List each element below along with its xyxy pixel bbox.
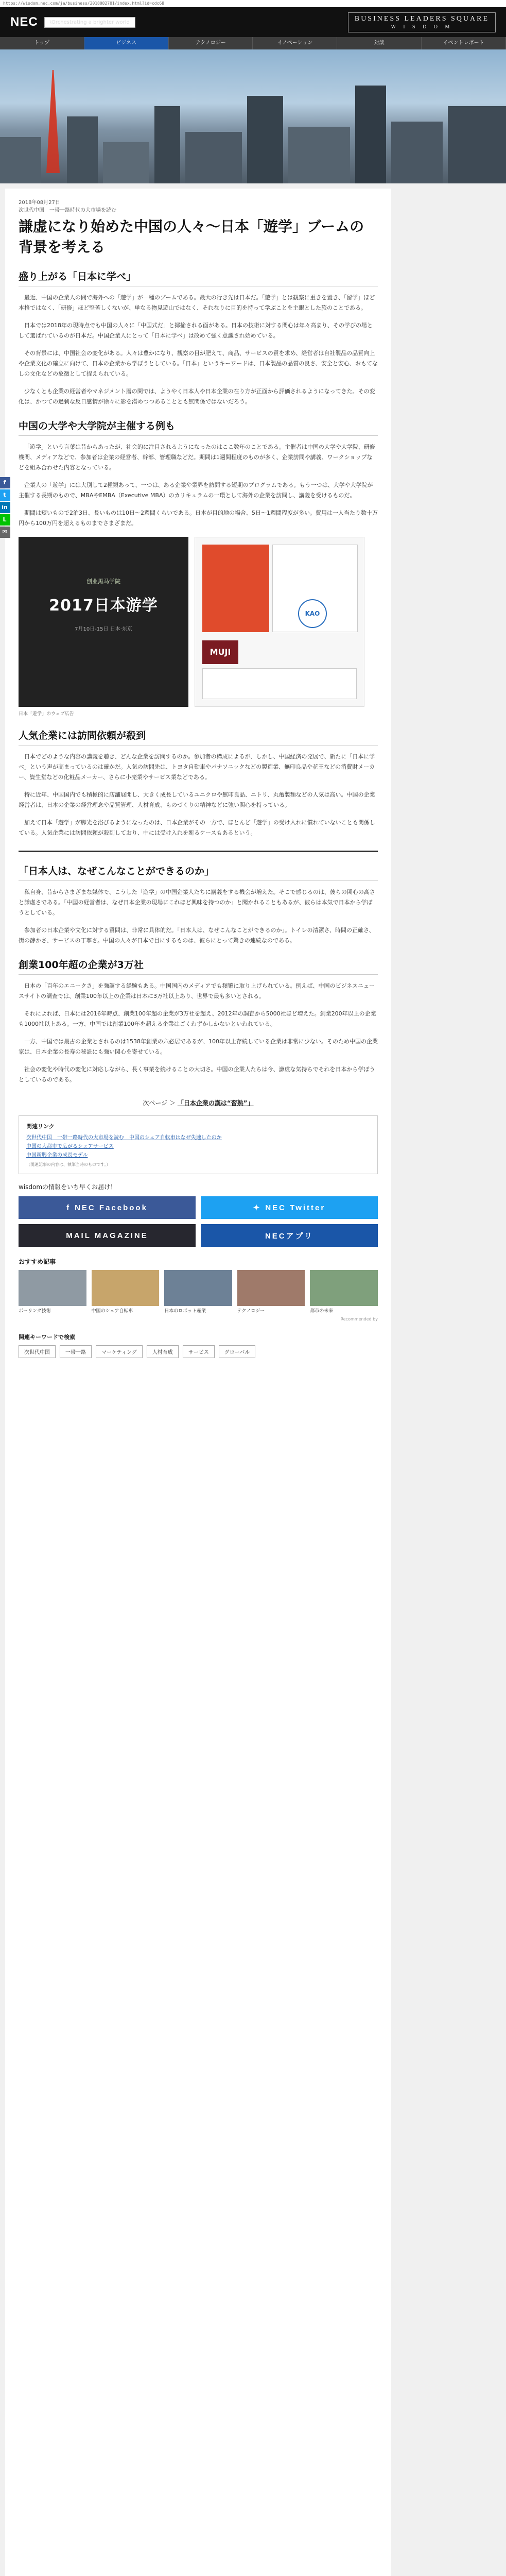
- article-title: 謙虚になり始めた中国の人々～日本「遊学」ブームの背景を考える: [19, 218, 364, 256]
- nav-event-report[interactable]: イベントレポート: [422, 37, 506, 49]
- related-link[interactable]: 次世代中国 一帯一路時代の大市場を読む 中国のシェア自転車はなぜ失速したのか: [26, 1135, 222, 1141]
- linkedin-share-icon[interactable]: in: [0, 502, 10, 513]
- recommend-title: 日本のロボット産業: [164, 1309, 206, 1314]
- mail-share-icon[interactable]: ✉: [0, 527, 10, 538]
- article-date: 2018年08月27日: [19, 200, 60, 206]
- nav-business[interactable]: ビジネス: [84, 37, 169, 49]
- article-main: [2, 189, 391, 2576]
- section-3-paragraph: 加えて日本「遊学」が脚光を浴びるようになったのは、日本企業がその一方で、ほとんど「遊学」の受け入れに慣れていないことも関係している。人気企業には訪問依頼が殺到しており、中には受け入れを断るケースもあるという。: [19, 819, 375, 836]
- section-1-paragraph: その背景には、中国社会の変化がある。人々は豊かになり、観察の目が肥えて、商品、サービスの質を求め、経営者は自社製品の品質向上や企業文化の確立に向けて、日本の企業から学ぼうとしている。「日本」というキーワードは、日本製品の品質の良さ、安全と安心、おもてなしの文化などの象徴として捉えられている。: [19, 350, 378, 377]
- section-4-rule: [19, 851, 378, 852]
- recommend-item[interactable]: [92, 1270, 160, 1315]
- twitter-button[interactable]: [201, 1196, 378, 1219]
- kao-logo: KAO: [298, 599, 327, 628]
- study-tour-ad-image: [19, 537, 188, 707]
- section-heading-5: 創業100年超の企業が3万社: [19, 957, 378, 975]
- section-1-paragraph: 日本では2018年の現時点でも中国の人々に「中国式だ」と揶揄される面がある。日本の技術に対する関心は年々高まり、その学びの場として選ばれているのが日本だ。中国企業人にとって「日本に学べ」は改めて強く意識され始めている。: [19, 322, 373, 339]
- figure-caption: 日本「遊学」のウェブ広告: [19, 711, 74, 717]
- article-figures: [19, 537, 378, 707]
- section-4-paragraph: 私自身、昔からさまざまな媒体で、こうした「遊学」の中国企業人たちに講義をする機会が増えた。そこで感じるのは、彼らの関心の高さと謙虚さである。「中国の経営者は、なぜ日本企業の現場にこれほど興味を持つのか」と聞かれることもあるが、彼らは本気で日本から学ぼうとしている。: [19, 889, 375, 916]
- twitter-label: NEC Twitter: [265, 1203, 326, 1212]
- mail-magazine-button[interactable]: [19, 1224, 196, 1247]
- next-page-label: 次ページ ＞: [143, 1099, 176, 1107]
- address-bar[interactable]: https://wisdom.nec.com/ja/business/2018082701/index.html?id=cdc68: [0, 0, 506, 7]
- next-page: [19, 1098, 378, 1107]
- tag-button[interactable]: グローバル: [219, 1345, 256, 1358]
- section-3-paragraph: 日本でどのような内容の講義を聴き、どんな企業を訪問するのか。参加者の構成によるが、しかし、中国経済の発展で、新たに「日本に学べ」という声が高まっているのは確かだ。人気の訪問先は、トヨタ自動車やパナソニックなどの製造業、無印良品や花王などの消費財メーカー、資生堂などの化粧品メーカー、さらに小売業やサービス業などである。: [19, 753, 375, 781]
- section-heading-2: 中国の大学や大学院が主催する例も: [19, 418, 378, 436]
- tag-button[interactable]: サービス: [183, 1345, 215, 1358]
- brand-line2: W I S D O M: [391, 24, 453, 30]
- recommend-thumb: [19, 1270, 86, 1306]
- section-heading-1: 盛り上がる「日本に学べ」: [19, 269, 378, 286]
- tokyo-tower: [46, 70, 60, 173]
- brand-line1: BUSINESS LEADERS SQUARE: [354, 14, 489, 23]
- social-buttons: [19, 1196, 378, 1247]
- app-label: NECアプリ: [265, 1231, 314, 1241]
- recommend-title: テクノロジー: [237, 1309, 265, 1314]
- related-heading: 関連リンク: [26, 1123, 55, 1130]
- nec-app-button[interactable]: [201, 1224, 378, 1247]
- related-link[interactable]: 中国新興企業の成長モデル: [26, 1153, 88, 1158]
- recommend-heading: おすすめ記事: [19, 1258, 56, 1265]
- section-2-paragraph: 企業人の「遊学」には大別して2種類あって、一つは、ある企業や業界を訪問する短期のプログラムである。もう一つは、大学や大学院が主催する長期のもので、MBAやEMBA（Executive MBA）のカリキュラムの一環として海外の企業を訪問し、講義を受けるものだ。: [19, 482, 373, 499]
- tags-heading: 関連キーワードで検索: [19, 1334, 75, 1341]
- hero-image-tokyo-skyline: [0, 49, 506, 183]
- section-3-paragraph: 特に近年、中国国内でも積極的に店舗展開し、大きく成長しているユニクロや無印良品、ニトリ、丸亀製麺などの人気は高い。中国の企業経営者は、日本の企業の経営理念や品質管理、人材育成、ものづくりの精神などに強い関心を持っている。: [19, 791, 375, 808]
- nec-logo[interactable]: NEC: [10, 15, 38, 29]
- ad-dates: 7月10日-15日 日本·东京: [75, 626, 132, 632]
- company-logos-strip: [202, 668, 357, 699]
- section-2-paragraph: 「遊学」という言葉は昔からあったが、社会的に注目されるようになったのはここ数年のことである。主催者は中国の大学や大学院、研修機関、メディアなどで、参加者は企業の経営者、幹部、管理職などだ。期間は1週間程度のものが多く、企業訪問や講義、ワークショップなどを組み合わせた内容となっている。: [19, 444, 375, 471]
- section-1-paragraph: 最近、中国の企業人の間で海外への「遊学」が一種のブームである。最大の行き先は日本だ。「遊学」とは観察に重きを置き、「留学」ほど本格ではなく、「研修」ほど堅苦しくないが、単なる物見遊山ではなく、それなりに目的を持って学ぶことを主眼とした旅のことである。: [19, 294, 375, 311]
- tag-button[interactable]: 一帯一路: [60, 1345, 92, 1358]
- tagline: \Orchestrating a brighter world: [44, 17, 135, 28]
- recommend-item[interactable]: [19, 1270, 86, 1315]
- tag-button[interactable]: 人材育成: [147, 1345, 179, 1358]
- recommend-item[interactable]: [164, 1270, 232, 1315]
- wisdom-prompt: wisdomの情報をいち早くお届け！: [19, 1183, 117, 1191]
- mail-magazine-label: MAIL MAGAZINE: [66, 1231, 148, 1240]
- recommend-title: ボーリング技術: [19, 1309, 51, 1314]
- twitter-icon: ✦: [253, 1204, 261, 1212]
- ad-title: 2017日本游学: [49, 597, 158, 615]
- recommend-item[interactable]: [310, 1270, 378, 1315]
- recommend-grid: [19, 1270, 378, 1315]
- section-5-paragraph: それによれば、日本には2016年時点、創業100年超の企業が3万社を超え、2012年の調査から5000社ほど増えた。創業200年以上の企業も1000社以上ある。一方、中国では創業100年を超える企業はごくわずかしかないといわれている。: [19, 1010, 376, 1027]
- article-category[interactable]: 次世代中国 一帯一路時代の大市場を読む: [19, 208, 116, 213]
- section-2-paragraph: 期間は短いもので2泊3日、長いものは10日～2週間くらいである。日本が目的地の場合、5日～1週間程度が多い。費用は一人当たり数十万円から100万円を超えるものまでさまざまだ。: [19, 510, 378, 527]
- line-share-icon[interactable]: L: [0, 514, 10, 526]
- recommend-thumb: [237, 1270, 305, 1306]
- section-4-paragraph: 参加者の日本企業や文化に対する質問は、非常に具体的だ。「日本人は、なぜこんなことができるのか」。トイレの清潔さ、時間の正確さ、街の静かさ、サービスの丁寧さ。中国の人々が日本で目にするものは、彼らにとって驚きの連続なのである。: [19, 927, 375, 944]
- study-tour-companies-image: [195, 537, 364, 707]
- related-link[interactable]: 中国の大都市で広がるシェアサービス: [26, 1144, 114, 1149]
- muji-logo: MUJI: [202, 640, 238, 664]
- main-nav: [0, 37, 506, 49]
- section-1-paragraph: 少なくとも企業の経営者やマネジメント層の間では、ようやく日本人や日本企業の在り方が正面から評価されるようになってきた。その変化は、かつての過剰な反日感情が徐々に影を潜めつつあることとも無関係ではないだろう。: [19, 388, 375, 405]
- nav-top[interactable]: トップ: [0, 37, 84, 49]
- share-bar: [0, 477, 11, 539]
- poster-image: [202, 545, 269, 632]
- section-5-paragraph: 一方、中国では最古の企業とされるのは1538年創業の六必居であるが、100年以上存続している企業は非常に少ない。そのため中国の企業家は、日本企業の長寿の秘訣にも強い関心を寄せている。: [19, 1038, 378, 1055]
- tag-list: [19, 1345, 378, 1358]
- site-logo[interactable]: [10, 15, 135, 29]
- facebook-label: NEC Facebook: [75, 1203, 148, 1212]
- section-5-paragraph: 日本の「百年のエニークさ」を強調する経験もある。中国国内のメディアでも頻繁に取り上げられている。例えば、中国のビジネスニュースサイトの調査では、創業100年以上の企業は日本に3万社以上あり、世界で最も多いとされる。: [19, 982, 375, 999]
- section-5-paragraph: 社会の変化や時代の変化に対応しながら、長く事業を続けることの大切さ。中国の企業人たちは今、謙虚な気持ちでそれを日本から学ぼうとしているのである。: [19, 1066, 375, 1083]
- related-links: [19, 1115, 378, 1174]
- twitter-share-icon[interactable]: t: [0, 489, 10, 501]
- sidebar: [397, 189, 500, 2576]
- recommend-item[interactable]: [237, 1270, 305, 1315]
- wisdom-brand[interactable]: [348, 12, 496, 32]
- nav-dialogue[interactable]: 対談: [337, 37, 422, 49]
- site-header: [0, 7, 506, 37]
- related-note: （関連記事の内容は、執筆当時のものです。）: [26, 1162, 111, 1167]
- recommend-thumb: [92, 1270, 160, 1306]
- ad-org: 创业黑马学院: [86, 578, 120, 585]
- facebook-icon: f: [66, 1203, 71, 1212]
- nav-innovation[interactable]: イノベーション: [253, 37, 337, 49]
- recommend-thumb: [310, 1270, 378, 1306]
- facebook-share-icon[interactable]: f: [0, 477, 10, 488]
- recommend-title: 都市の未来: [310, 1309, 334, 1314]
- next-page-link[interactable]: 「日本企業の漢は“習熟”」: [177, 1099, 254, 1107]
- section-heading-4: 「日本人は、なぜこんなことができるのか」: [19, 863, 378, 881]
- recommend-title: 中国のシェア自転車: [91, 1309, 133, 1314]
- section-heading-3: 人気企業には訪問依頼が殺到: [19, 728, 378, 745]
- recommend-thumb: [164, 1270, 232, 1306]
- recommend-powered: Recommended by: [340, 1317, 378, 1321]
- tag-button[interactable]: マーケティング: [96, 1345, 143, 1358]
- facebook-button[interactable]: [19, 1196, 196, 1219]
- nav-technology[interactable]: テクノロジー: [169, 37, 253, 49]
- tag-button[interactable]: 次世代中国: [19, 1345, 56, 1358]
